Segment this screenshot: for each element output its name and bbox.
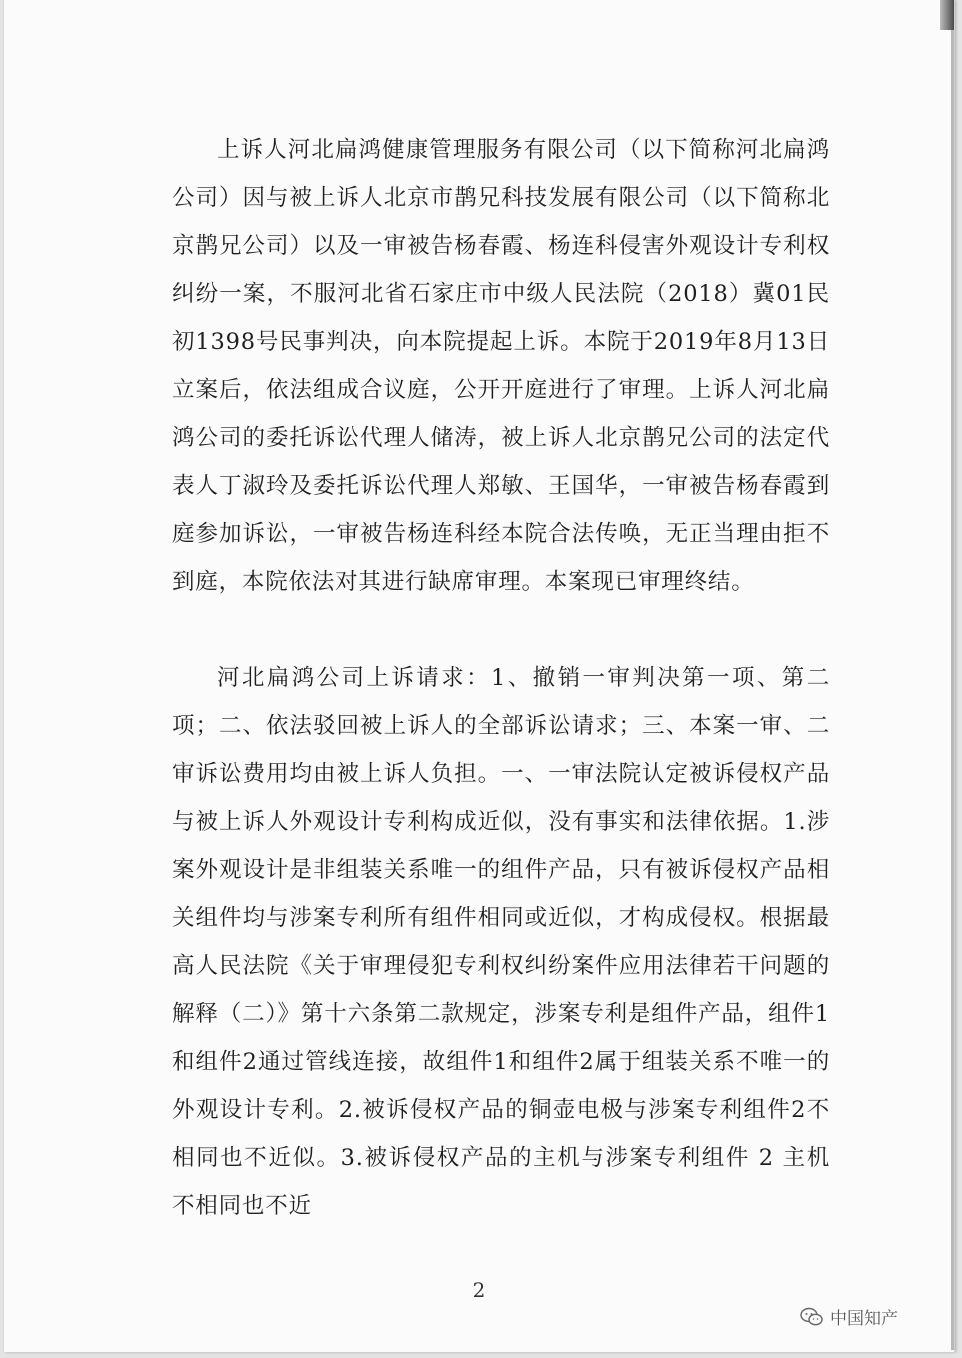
wechat-icon — [800, 1307, 824, 1327]
paragraph-case-introduction: 上诉人河北扁鸿健康管理服务有限公司（以下简称河北扁鸿公司）因与被上诉人北京市鹊兄科技发展有限公司（以下简称北京鹊兄公司）以及一审被告杨春霞、杨连科侵害外观设计专利权纠纷一案，不服河北省石家庄市中级人民法院（2018）冀01民初1398号民事判决，向本院提起上诉。本院于2019年8月13日立案后，依法组成合议庭，公开开庭进行了审理。上诉人河北扁鸿公司的委托诉讼代理人储涛，被上诉人北京鹊兄公司的法定代表人丁淑玲及委托诉讼代理人郑敏、王国华，一审被告杨春霞到庭参加诉讼，一审被告杨连科经本院合法传唤，无正当理由拒不到庭，本院依法对其进行缺席审理。本案现已审理终结。 — [172, 137, 830, 595]
scan-corner-shadow — [940, 0, 954, 30]
source-watermark — [800, 1304, 898, 1329]
paragraph-appeal-request: 河北扁鸿公司上诉请求：1、撤销一审判决第一项、第二项；二、依法驳回被上诉人的全部诉讼请求；三、本案一审、二审诉讼费用均由被上诉人负担。一、一审法院认定被诉侵权产品与被上诉人外观设计专利构成近似，没有事实和法律依据。1.涉案外观设计是非组装关系唯一的组件产品，只有被诉侵权产品相关组件均与涉案专利所有组件相同或近似，才构成侵权。根据最高人民法院《关于审理侵犯专利权纠纷案件应用法律若干问题的解释（二）》第十六条第二款规定，涉案专利是组件产品，组件1和组件2通过管线连接，故组件1和组件2属于组装关系不唯一的外观设计专利。2.被诉侵权产品的铜壶电极与涉案专利组件2不相同也不近似。3.被诉侵权产品的主机与涉案专利组件 2 主机不相同也不近 — [172, 665, 830, 1219]
watermark-text: 中国知产 — [830, 1309, 898, 1329]
page-number: 2 — [472, 1278, 486, 1302]
document-page — [4, 0, 955, 1352]
scan-edge-shadow — [951, 30, 954, 1350]
